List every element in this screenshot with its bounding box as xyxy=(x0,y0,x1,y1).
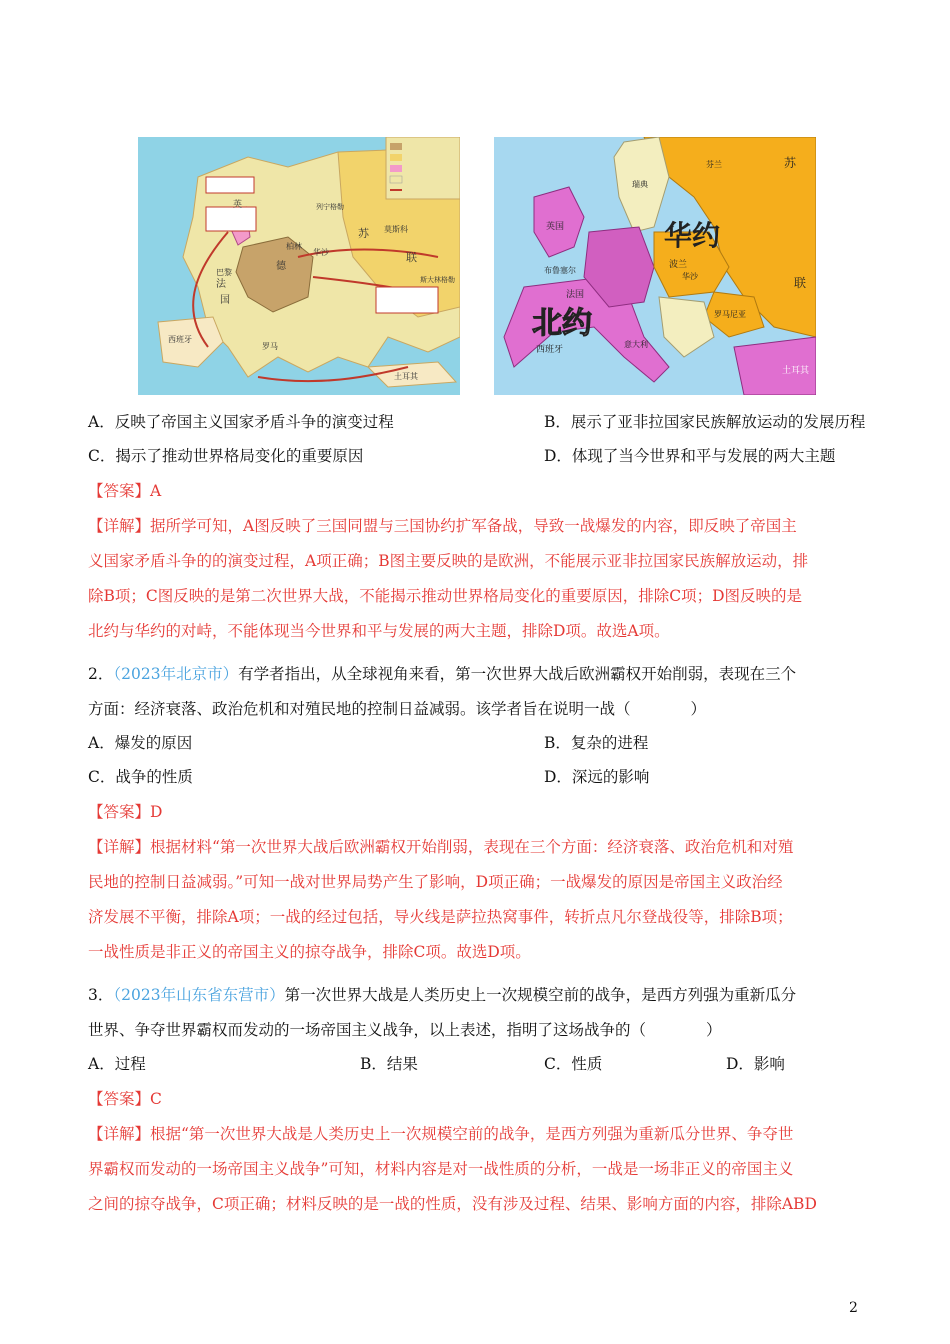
svg-text:罗马: 罗马 xyxy=(262,342,278,351)
svg-text:罗马尼亚: 罗马尼亚 xyxy=(714,310,746,319)
q1-options-row-1 xyxy=(88,410,866,434)
svg-text:国: 国 xyxy=(220,295,230,306)
svg-text:苏: 苏 xyxy=(784,156,797,170)
map-c-wwii-europe xyxy=(138,137,460,395)
q3-answer: 【答案】C xyxy=(88,1090,162,1108)
svg-text:德: 德 xyxy=(276,261,286,272)
q3-option-a: A．过程 xyxy=(88,1055,146,1073)
map-d-cold-war-europe xyxy=(494,137,816,395)
svg-text:芬兰: 芬兰 xyxy=(706,160,722,169)
svg-text:瑞典: 瑞典 xyxy=(632,180,648,189)
svg-text:布鲁塞尔: 布鲁塞尔 xyxy=(544,266,576,275)
map-d-bloc-label-warsaw: 华约 xyxy=(664,219,721,252)
q3-options-row xyxy=(88,1052,785,1076)
svg-text:列宁格勒: 列宁格勒 xyxy=(316,203,344,211)
svg-text:法国: 法国 xyxy=(566,290,585,300)
q1-option-d: D．体现了当今世界和平与发展的两大主题 xyxy=(544,447,836,465)
svg-text:西班牙: 西班牙 xyxy=(536,345,564,355)
map-d-bloc-label-nato: 北约 xyxy=(532,306,592,341)
map-d-graphic xyxy=(494,137,816,395)
svg-text:华沙: 华沙 xyxy=(313,248,329,257)
q2-stem-line-2 xyxy=(88,697,706,721)
q3-stem-2-end: ） xyxy=(706,1021,722,1039)
q2-explanation-line-4: 一战性质是非正义的帝国主义的掠夺战争，排除C项。故选D项。 xyxy=(88,943,531,961)
q2-number: 2． xyxy=(88,665,114,683)
q2-explanation-line-3: 济发展不平衡，排除A项；一战的经过包括，导火线是萨拉热窝事件，转折点凡尔登战役等，排除B项； xyxy=(88,908,793,926)
q3-stem-line-1 xyxy=(88,983,796,1007)
svg-text:法: 法 xyxy=(216,279,226,290)
q2-options-row-2 xyxy=(88,765,650,789)
svg-text:巴黎: 巴黎 xyxy=(216,268,232,277)
q3-number: 3． xyxy=(88,986,114,1004)
svg-text:西班牙: 西班牙 xyxy=(168,335,192,344)
q3-explanation-line-2: 界霸权而发动的一场帝国主义战争”可知，材料内容是对一战性质的分析，一战是一场非正义的帝国主义 xyxy=(88,1160,794,1178)
q1-option-c: C．揭示了推动世界格局变化的重要原因 xyxy=(88,447,364,465)
svg-text:斯大林格勒: 斯大林格勒 xyxy=(420,276,455,284)
svg-text:苏: 苏 xyxy=(358,227,369,240)
svg-text:莫斯科: 莫斯科 xyxy=(384,225,408,234)
q2-stem-2: 方面：经济衰落、政治危机和对殖民地的控制日益减弱。该学者旨在说明一战（ xyxy=(88,700,631,718)
q2-options-row-1 xyxy=(88,731,649,755)
q3-stem-1: 第一次世界大战是人类历史上一次规模空前的战争，是西方列强为重新瓜分 xyxy=(284,986,797,1004)
svg-text:英国: 英国 xyxy=(546,222,565,232)
q2-option-d: D．深远的影响 xyxy=(544,768,650,786)
q2-explanation-line-1: 【详解】根据材料“第一次世界大战后欧洲霸权开始削弱，表现在三个方面：经济衰落、政治危机和对殖 xyxy=(88,838,794,856)
q1-explanation-line-1: 【详解】据所学可知，A图反映了三国同盟与三国协约扩军备战，导致一战爆发的内容，即反映了帝国主 xyxy=(88,517,797,535)
q1-answer: 【答案】A xyxy=(88,482,162,500)
q3-option-d: D．影响 xyxy=(726,1055,785,1073)
q3-stem-2: 世界、争夺世界霸权而发动的一场帝国主义战争，以上表述，指明了这场战争的（ xyxy=(88,1021,647,1039)
q2-option-a: A．爆发的原因 xyxy=(88,734,193,752)
q1-options-row-2 xyxy=(88,444,836,468)
map-figures xyxy=(138,137,816,395)
q1-explanation-line-4: 北约与华约的对峙，不能体现当今世界和平与发展的两大主题，排除D项。故选A项。 xyxy=(88,622,670,640)
q2-stem-1: 有学者指出，从全球视角来看，第一次世界大战后欧洲霸权开始削弱，表现在三个 xyxy=(238,665,797,683)
q2-source: （2023年北京市） xyxy=(113,665,239,683)
q1-option-b: B．展示了亚非拉国家民族解放运动的发展历程 xyxy=(544,413,866,431)
q1-explanation-line-2: 义国家矛盾斗争的的演变过程，A项正确；B图主要反映的是欧洲，不能展示亚非拉国家民族解放运动，排 xyxy=(88,552,809,570)
svg-text:联: 联 xyxy=(406,251,417,264)
q3-explanation-line-3: 之间的掠夺战争，C项正确；材料反映的是一战的性质，没有涉及过程、结果、影响方面的内容，排除ABD xyxy=(88,1195,817,1213)
svg-text:土耳其: 土耳其 xyxy=(394,372,418,381)
svg-text:意大利: 意大利 xyxy=(624,340,648,349)
map-c-graphic xyxy=(138,137,460,395)
svg-text:华沙: 华沙 xyxy=(682,272,698,281)
q3-stem-line-2 xyxy=(88,1018,722,1042)
svg-text:波兰: 波兰 xyxy=(669,260,688,270)
q3-source: （2023年山东省东营市） xyxy=(113,986,285,1004)
svg-text:柏林: 柏林 xyxy=(286,242,302,251)
svg-text:联: 联 xyxy=(794,276,807,290)
page-number: 2 xyxy=(849,1300,858,1316)
q3-option-c: C．性质 xyxy=(544,1055,603,1073)
q1-option-a: A．反映了帝国主义国家矛盾斗争的演变过程 xyxy=(88,413,394,431)
q2-stem-line-1 xyxy=(88,662,796,686)
q2-stem-2-end: ） xyxy=(690,700,707,718)
q2-answer: 【答案】D xyxy=(88,803,163,821)
q2-option-b: B．复杂的进程 xyxy=(544,734,649,752)
q2-option-c: C．战争的性质 xyxy=(88,768,193,786)
q1-explanation-line-3: 除B项；C图反映的是第二次世界大战，不能揭示推动世界格局变化的重要原因，排除C项；D图反映的是 xyxy=(88,587,803,605)
q3-option-b: B．结果 xyxy=(360,1055,418,1073)
q3-explanation-line-1: 【详解】根据“第一次世界大战是人类历史上一次规模空前的战争，是西方列强为重新瓜分世界、争夺世 xyxy=(88,1125,794,1143)
q2-explanation-line-2: 民地的控制日益减弱。”可知一战对世界局势产生了影响，D项正确；一战爆发的原因是帝国主义政治经 xyxy=(88,873,783,891)
svg-text:英: 英 xyxy=(233,200,243,210)
svg-text:土耳其: 土耳其 xyxy=(782,366,810,376)
